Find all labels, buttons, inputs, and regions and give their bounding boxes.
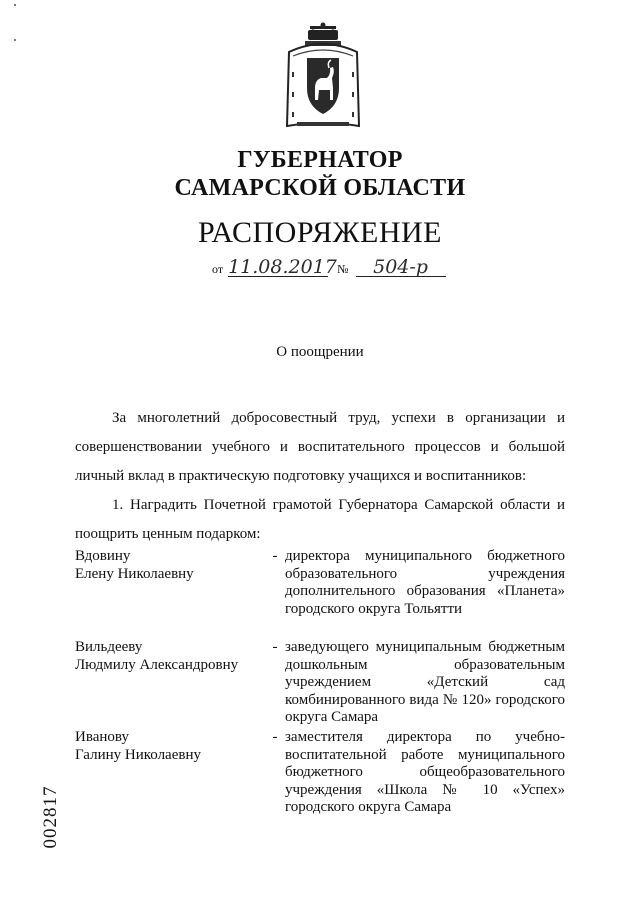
- recipient-given-names: Елену Николаевну: [75, 565, 194, 582]
- handwritten-date: 11.08.2017: [228, 256, 337, 278]
- entry-dash: -: [272, 548, 278, 564]
- recipient-position: заместителя директора по учебно-воспитательной работе муниципального бюджетного общеобразовательного учреждения «Школа № 10 «Успех» городского округа Самара: [285, 729, 565, 815]
- preamble-paragraph: За многолетний добросовестный труд, успехи в организации и совершенствовании учебного и воспитательного процессов и большой личный вклад в практическую подготовку учащихся и воспитанников:: [75, 410, 565, 484]
- document-type-heading: РАСПОРЯЖЕНИЕ: [197, 216, 443, 249]
- recipient-position: директора муниципального бюджетного образовательного учреждения дополнительного образования «Планета» городского округа Тольятти: [285, 548, 565, 617]
- entry-dash: -: [272, 729, 278, 745]
- recipient-surname: Вильдееву: [75, 639, 143, 655]
- recipient-surname: Вдовину: [75, 548, 131, 564]
- page-title-line2: САМАРСКОЙ ОБЛАСТИ: [174, 175, 466, 201]
- date-number-line: [212, 258, 446, 277]
- recipient-given-names: Галину Николаевну: [75, 746, 201, 763]
- document-subject: О поощрении: [276, 344, 364, 360]
- recipient-surname: Иванову: [75, 729, 129, 745]
- recipient-name: [75, 729, 265, 764]
- serial-number: 002817: [40, 785, 61, 849]
- scan-speck: [14, 39, 16, 41]
- margin-serial-stamp: [40, 772, 62, 862]
- date-label: от: [212, 262, 224, 276]
- coat-of-arms-emblem: [283, 22, 363, 132]
- recipient-name: [75, 548, 265, 583]
- item-1-paragraph: 1. Наградить Почетной грамотой Губернатора Самарской области и поощрить ценным подарком:: [75, 497, 565, 542]
- recipient-name: [75, 639, 265, 674]
- scan-speck: [14, 4, 16, 6]
- number-label: №: [337, 262, 349, 276]
- recipient-position: заведующего муниципальным бюджетным дошкольным образовательным учреждением «Детский сад комбинированного вида № 120» городского округа Самара: [285, 639, 565, 725]
- recipient-given-names: Людмилу Александровну: [75, 656, 239, 673]
- page-title-line1: ГУБЕРНАТОР: [237, 147, 403, 173]
- entry-dash: -: [272, 639, 278, 655]
- handwritten-number: 504-р: [356, 258, 446, 277]
